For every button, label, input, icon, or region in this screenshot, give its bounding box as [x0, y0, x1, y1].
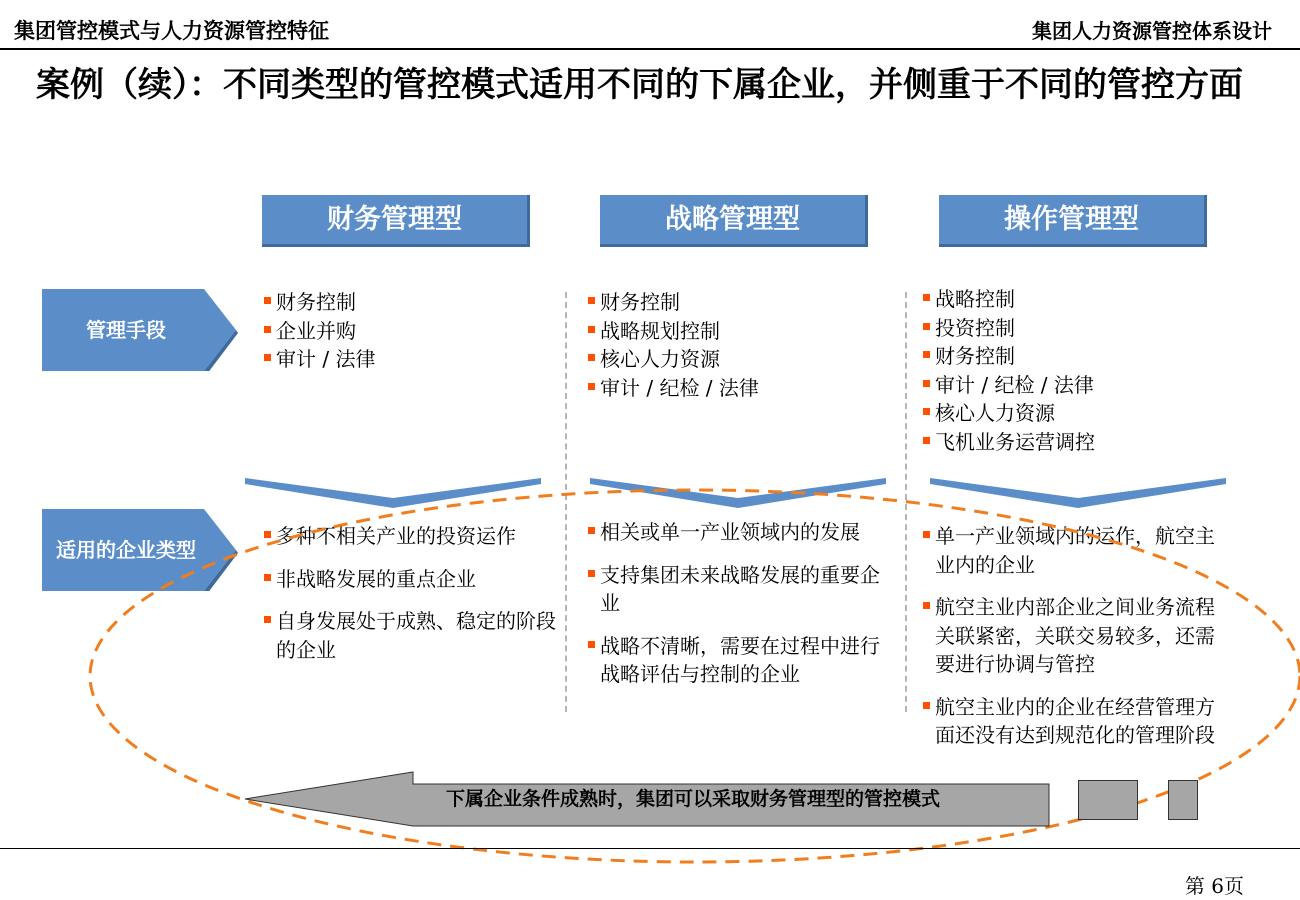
fit-list-strategic	[586, 518, 886, 703]
list-item: 财务控制	[262, 288, 557, 317]
list-item: 飞机业务运营调控	[921, 428, 1221, 457]
fit-list-operational	[921, 522, 1221, 764]
row-label-fit	[42, 509, 238, 591]
column-divider	[905, 292, 907, 712]
list-item: 非战略发展的重点企业	[262, 565, 562, 594]
list-item: 审计 / 法律	[262, 345, 557, 374]
methods-list-financial	[262, 288, 557, 374]
gray-block	[1078, 780, 1138, 820]
row-label-methods-text: 管理手段	[86, 318, 166, 342]
list-item: 单一产业领域内的运作，航空主业内的企业	[921, 522, 1221, 579]
gray-block	[1168, 780, 1198, 820]
column-divider	[565, 292, 567, 712]
list-item: 战略不清晰，需要在过程中进行战略评估与控制的企业	[586, 632, 886, 689]
list-item: 财务控制	[586, 288, 886, 317]
list-item: 企业并购	[262, 317, 557, 346]
list-item: 核心人力资源	[921, 399, 1221, 428]
column-header-strategic: 战略管理型	[600, 195, 868, 247]
list-item: 战略规划控制	[586, 317, 886, 346]
list-item: 审计 / 纪检 / 法律	[586, 374, 886, 403]
chevron-down-icon	[930, 478, 1226, 512]
list-item: 战略控制	[921, 285, 1221, 314]
list-item: 航空主业内部企业之间业务流程关联紧密，关联交易较多，还需要进行协调与管控	[921, 593, 1221, 679]
chevron-down-icon	[590, 478, 886, 512]
header-left-title: 集团管控模式与人力资源管控特征	[14, 19, 329, 43]
conclusion-arrow	[243, 770, 1053, 828]
methods-list-strategic	[586, 288, 886, 402]
list-item: 投资控制	[921, 314, 1221, 343]
row-label-fit-text: 适用的企业类型	[56, 538, 196, 562]
conclusion-text: 下属企业条件成熟时，集团可以采取财务管理型的管控模式	[445, 788, 940, 810]
list-item: 航空主业内的企业在经营管理方面还没有达到规范化的管理阶段	[921, 693, 1221, 750]
list-item: 多种不相关产业的投资运作	[262, 522, 562, 551]
column-header-operational: 操作管理型	[939, 195, 1207, 247]
row-label-methods	[42, 289, 238, 371]
footer-divider	[0, 848, 1300, 849]
list-item: 支持集团未来战略发展的重要企业	[586, 561, 886, 618]
page-title: 案例（续）：不同类型的管控模式适用不同的下属企业，并侧重于不同的管控方面	[36, 65, 1243, 105]
methods-list-operational	[921, 285, 1221, 456]
header-divider	[0, 48, 1300, 50]
page-number: 第 6页	[1184, 874, 1244, 898]
list-item: 核心人力资源	[586, 345, 886, 374]
fit-list-financial	[262, 522, 562, 678]
header-right-title: 集团人力资源管控体系设计	[1032, 19, 1272, 43]
column-header-financial: 财务管理型	[262, 195, 530, 247]
list-item: 相关或单一产业领域内的发展	[586, 518, 886, 547]
list-item: 自身发展处于成熟、稳定的阶段的企业	[262, 607, 562, 664]
chevron-down-icon	[245, 478, 541, 512]
list-item: 审计 / 纪检 / 法律	[921, 371, 1221, 400]
list-item: 财务控制	[921, 342, 1221, 371]
